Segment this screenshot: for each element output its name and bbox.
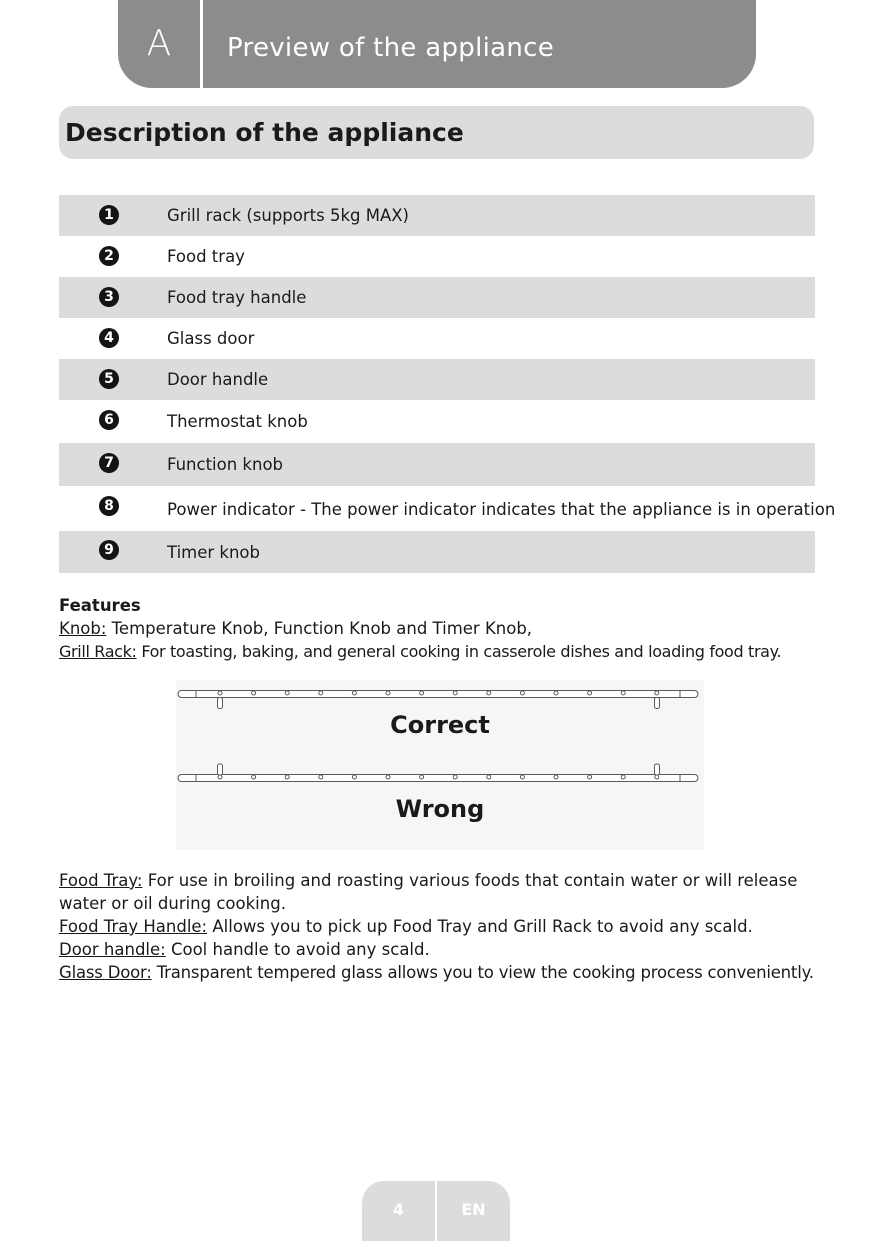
rack-wire-dot: [352, 691, 356, 695]
rack-wire-dot: [386, 775, 390, 779]
rack-foot: [655, 698, 660, 709]
rack-wire-dot: [554, 691, 558, 695]
part-label: Function knob: [167, 455, 284, 474]
details-block: [59, 869, 819, 984]
part-label: Glass door: [167, 329, 255, 348]
detail-text: Transparent tempered glass allows you to view the cooking process conveniently.: [151, 963, 814, 982]
part-label: Food tray handle: [167, 288, 307, 307]
feature-text: Temperature Knob, Function Knob and Timer Knob,: [106, 619, 533, 638]
rack-wire-dot: [319, 691, 323, 695]
part-number-badge: 3: [99, 287, 119, 307]
parts-row: [59, 359, 815, 400]
part-number-badge: 7: [99, 453, 119, 473]
rack-wire-dot: [285, 775, 289, 779]
rack-wire-dot: [352, 775, 356, 779]
rack-wire-dot: [453, 775, 457, 779]
rack-wire-dot: [218, 691, 222, 695]
part-label: Power indicator - The power indicator indicates that the appliance is in operation: [167, 500, 836, 519]
detail-text: Allows you to pick up Food Tray and Grill Rack to avoid any scald.: [207, 917, 753, 936]
rack-rod: [178, 775, 698, 782]
detail-text: For use in broiling and roasting various foods that contain water or will release: [142, 871, 798, 890]
chapter-letter: A: [146, 23, 172, 64]
part-number-badge: 1: [99, 205, 119, 225]
rack-wire-dot: [487, 775, 491, 779]
part-label: Thermostat knob: [167, 412, 308, 431]
rack-wire-dot: [218, 775, 222, 779]
part-label: Grill rack (supports 5kg MAX): [167, 206, 409, 225]
rack-wire-dot: [252, 775, 256, 779]
rack-wire-dot: [285, 691, 289, 695]
rack-foot: [218, 698, 223, 709]
detail-term: Door handle:: [59, 940, 166, 959]
rack-wire-dot: [319, 775, 323, 779]
footer-lang-tab: [437, 1181, 510, 1241]
rack-wire-dot: [520, 775, 524, 779]
rack-wire-dot: [420, 691, 424, 695]
rack-foot: [655, 764, 660, 775]
detail-term: Food Tray Handle:: [59, 917, 208, 936]
detail-glass-door: [59, 961, 819, 984]
rack-wire-dot: [655, 775, 659, 779]
features-block: [59, 594, 819, 663]
feature-term: Knob:: [59, 619, 107, 638]
detail-food-tray-handle: [59, 915, 819, 938]
rack-wrong-illustration: [178, 764, 698, 782]
rack-wire-dot: [520, 691, 524, 695]
rack-wire-dot: [621, 775, 625, 779]
section-title: Description of the appliance: [65, 118, 464, 147]
language-code: EN: [461, 1200, 486, 1219]
rack-rod: [178, 691, 698, 698]
detail-text: Cool handle to avoid any scald.: [165, 940, 430, 959]
feature-grill-rack: [59, 640, 819, 663]
rack-wire-dot: [588, 691, 592, 695]
parts-row: [59, 195, 815, 236]
part-number-badge: 9: [99, 540, 119, 560]
parts-table: [59, 195, 836, 573]
rack-diagram: [176, 680, 704, 850]
part-label: Door handle: [167, 370, 269, 389]
parts-row: [59, 443, 815, 486]
part-number-badge: 2: [99, 246, 119, 266]
parts-row: [59, 277, 815, 318]
rack-wire-dot: [252, 691, 256, 695]
wrong-label: Wrong: [395, 795, 485, 823]
detail-door-handle: [59, 938, 819, 961]
footer-page-tab: [362, 1181, 435, 1241]
features-heading: Features: [59, 596, 141, 615]
rack-wire-dot: [621, 691, 625, 695]
parts-row: [59, 486, 836, 531]
rack-wire-dot: [420, 775, 424, 779]
detail-food-tray-cont: water or oil during cooking.: [59, 894, 286, 913]
page-number: 4: [392, 1200, 405, 1219]
part-label: Food tray: [167, 247, 245, 266]
part-number-badge: 4: [99, 328, 119, 348]
detail-food-tray: [59, 869, 819, 892]
part-label: Timer knob: [167, 543, 260, 562]
part-number-badge: 8: [99, 496, 119, 516]
rack-wire-dot: [487, 691, 491, 695]
detail-term: Glass Door:: [59, 963, 152, 982]
correct-label: Correct: [390, 711, 490, 739]
rack-wire-dot: [386, 691, 390, 695]
part-number-badge: 5: [99, 369, 119, 389]
feature-knob: [59, 617, 819, 640]
rack-wire-dot: [554, 775, 558, 779]
parts-row: [59, 531, 815, 573]
part-number-badge: 6: [99, 410, 119, 430]
detail-term: Food Tray:: [59, 871, 143, 890]
section-heading-bar: [59, 106, 814, 159]
rack-foot: [218, 764, 223, 775]
feature-text: For toasting, baking, and general cooking in casserole dishes and loading food tray.: [136, 642, 782, 661]
rack-wire-dot: [588, 775, 592, 779]
rack-wire-dot: [655, 691, 659, 695]
header-divider: [200, 0, 203, 88]
chapter-title: Preview of the appliance: [227, 33, 555, 63]
chapter-header: [118, 0, 756, 88]
parts-row: [59, 236, 815, 277]
parts-row: [59, 318, 815, 359]
feature-term: Grill Rack:: [59, 642, 137, 661]
parts-row: [59, 400, 815, 443]
rack-wire-dot: [453, 691, 457, 695]
rack-correct-illustration: [178, 691, 698, 709]
rack-orientation-figure: [176, 680, 704, 850]
